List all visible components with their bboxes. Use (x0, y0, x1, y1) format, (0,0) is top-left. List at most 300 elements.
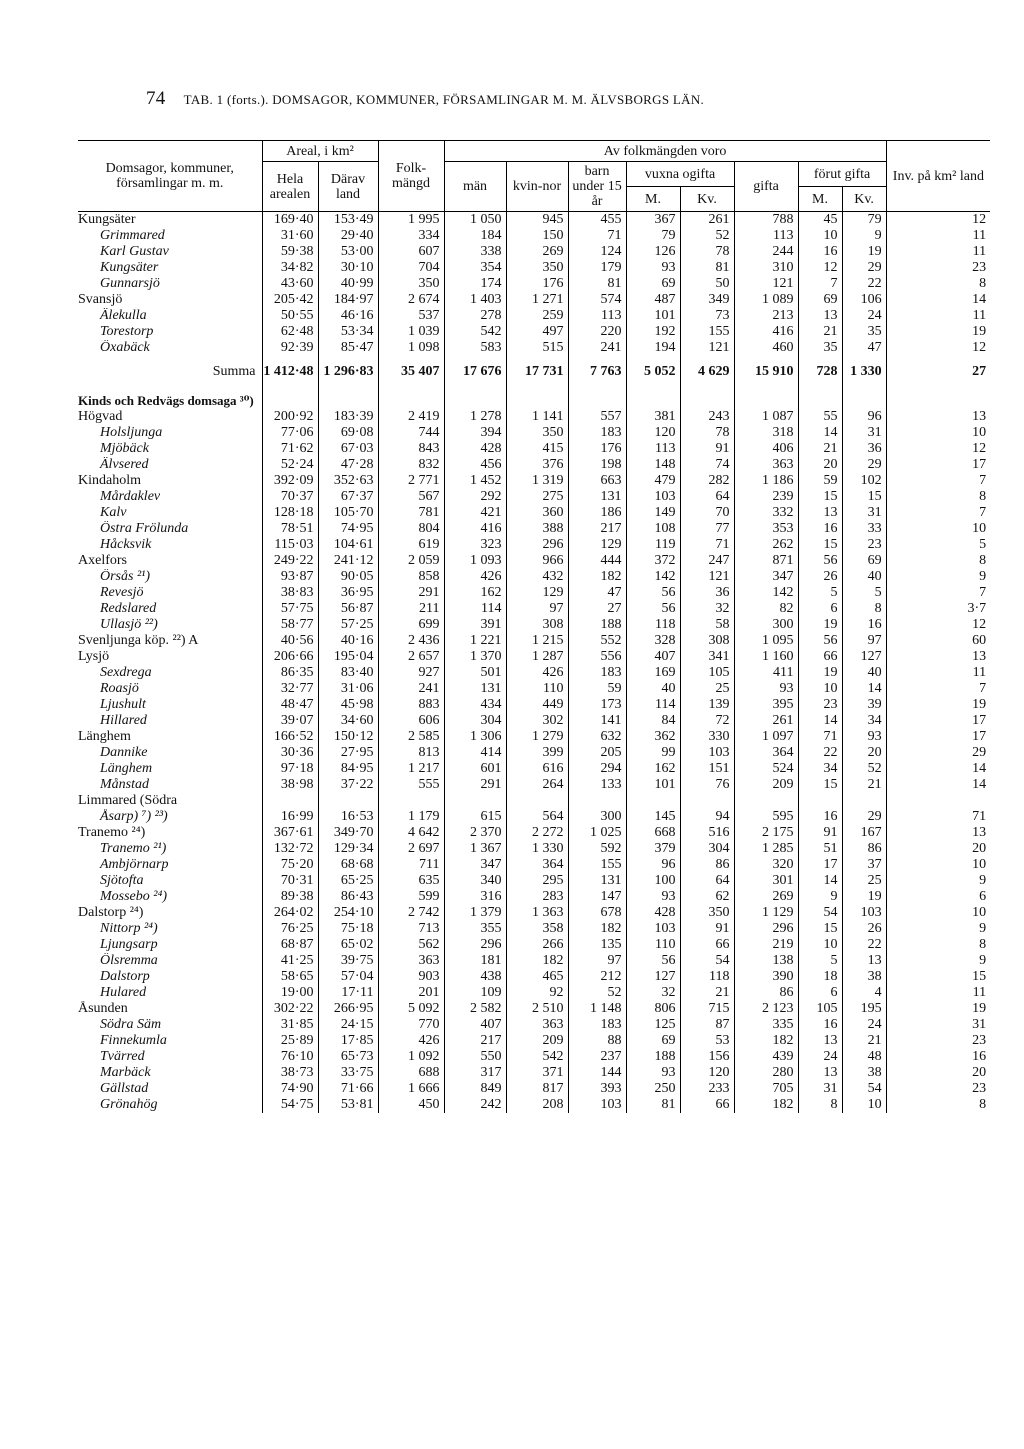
table-cell: 133 (568, 777, 626, 793)
parish-name: Revesjö (100, 585, 144, 600)
table-cell: 110 (506, 681, 568, 697)
table-cell: 7 (886, 585, 990, 601)
table-cell: 65·25 (318, 873, 378, 889)
table-cell: 318 (734, 425, 798, 441)
table-cell: 70·31 (262, 873, 318, 889)
table-cell: 208 (506, 1097, 568, 1113)
table-cell: 183 (568, 1017, 626, 1033)
table-cell: 114 (444, 601, 506, 617)
table-cell: 14 (886, 761, 990, 777)
table-body-kinds-redvag (78, 409, 990, 1113)
table-cell: 515 (506, 340, 568, 356)
table-cell: 555 (378, 777, 444, 793)
table-cell: 1 098 (378, 340, 444, 356)
table-cell: 17 (886, 457, 990, 473)
table-cell: 317 (444, 1065, 506, 1081)
table-cell: 32·77 (262, 681, 318, 697)
table-cell: 70·37 (262, 489, 318, 505)
table-cell: 903 (378, 969, 444, 985)
table-cell: 59 (568, 681, 626, 697)
parish-name: Nittorp ²⁴) (100, 921, 158, 936)
col-header-man: män (444, 162, 506, 212)
table-cell: 56·87 (318, 601, 378, 617)
table-cell: 350 (506, 260, 568, 276)
table-cell: 8 (842, 601, 886, 617)
table-cell: 849 (444, 1081, 506, 1097)
table-cell: 390 (734, 969, 798, 985)
table-row (78, 649, 990, 665)
col-header-forut-kv: Kv. (842, 187, 886, 212)
table-cell: 615 (444, 809, 506, 825)
table-cell: 33 (842, 521, 886, 537)
table-cell: 10 (798, 937, 842, 953)
table-cell: 21 (842, 777, 886, 793)
table-cell: 302·22 (262, 1001, 318, 1017)
table-row (78, 409, 990, 425)
table-cell: 14 (886, 777, 990, 793)
table-cell: 188 (626, 1049, 680, 1065)
table-cell: 77·06 (262, 425, 318, 441)
table-cell: 198 (568, 457, 626, 473)
table-cell: 244 (734, 244, 798, 260)
table-cell: 75·20 (262, 857, 318, 873)
table-cell: 78·51 (262, 521, 318, 537)
table-cell: 11 (886, 228, 990, 244)
table-cell: 37 (842, 857, 886, 873)
table-cell: 212 (568, 969, 626, 985)
table-cell: 2 436 (378, 633, 444, 649)
table-cell: 20 (886, 841, 990, 857)
municipality-name: Axelfors (78, 553, 127, 568)
table-cell: 87 (680, 1017, 734, 1033)
table-cell: 338 (444, 244, 506, 260)
table-cell: 68·87 (262, 937, 318, 953)
table-cell: 350 (378, 276, 444, 292)
table-cell: 156 (680, 1049, 734, 1065)
table-cell: 15 (842, 489, 886, 505)
table-cell: 13 (886, 649, 990, 665)
parish-name: Torestorp (100, 324, 154, 339)
table-row (78, 697, 990, 713)
table-cell: 102 (842, 473, 886, 489)
table-row (78, 244, 990, 260)
table-cell: 10 (886, 905, 990, 921)
table-row (78, 553, 990, 569)
table-cell: 24 (842, 1017, 886, 1033)
table-cell: 428 (444, 441, 506, 457)
parish-name: Åsarp) ⁷) ²³) (100, 809, 168, 824)
table-cell: 85·47 (318, 340, 378, 356)
table-cell: 78 (680, 244, 734, 260)
parish-name: Redslared (100, 601, 157, 616)
table-cell: 367 (626, 212, 680, 229)
table-cell: 704 (378, 260, 444, 276)
municipality-name: Limmared (Södra (78, 793, 178, 808)
table-cell: 88 (568, 1033, 626, 1049)
table-cell: 302 (506, 713, 568, 729)
table-cell: 40·99 (318, 276, 378, 292)
table-row (78, 260, 990, 276)
table-cell: 12 (886, 340, 990, 356)
table-cell: 6 (886, 889, 990, 905)
parish-name: Sjötofta (100, 873, 144, 888)
table-cell: 16 (886, 1049, 990, 1065)
table-cell: 616 (506, 761, 568, 777)
table-cell: 415 (506, 441, 568, 457)
table-row (78, 681, 990, 697)
table-cell: 78 (680, 425, 734, 441)
parish-name: Kungsäter (100, 260, 159, 275)
table-cell: 1 129 (734, 905, 798, 921)
table-cell: 124 (568, 244, 626, 260)
table-cell (798, 793, 842, 809)
table-cell: 8 (886, 1097, 990, 1113)
table-cell: 109 (444, 985, 506, 1001)
table-cell: 59·38 (262, 244, 318, 260)
table-cell: 564 (506, 809, 568, 825)
table-cell: 1 379 (444, 905, 506, 921)
table-row (78, 793, 990, 809)
table-cell: 347 (734, 569, 798, 585)
table-row (78, 1081, 990, 1097)
table-cell (506, 793, 568, 809)
table-cell: 871 (734, 553, 798, 569)
table-cell: 86 (842, 841, 886, 857)
table-cell: 24 (798, 1049, 842, 1065)
table-cell: 283 (506, 889, 568, 905)
table-cell: 47·28 (318, 457, 378, 473)
col-header-hela: Hela arealen (262, 162, 318, 212)
table-cell: 101 (626, 308, 680, 324)
table-cell: 360 (506, 505, 568, 521)
table-cell: 340 (444, 873, 506, 889)
table-cell: 118 (626, 617, 680, 633)
parish-name: Tranemo ²¹) (100, 841, 167, 856)
table-cell: 1 995 (378, 212, 444, 229)
table-cell: 392·09 (262, 473, 318, 489)
table-cell: 23 (886, 260, 990, 276)
table-cell: 20 (886, 1065, 990, 1081)
table-cell: 38·83 (262, 585, 318, 601)
table-cell: 129 (506, 585, 568, 601)
table-cell: 2 697 (378, 841, 444, 857)
table-cell: 266·95 (318, 1001, 378, 1017)
table-cell: 2 419 (378, 409, 444, 425)
col-header-inv: Inv. på km² land (886, 141, 990, 212)
table-cell: 39·75 (318, 953, 378, 969)
table-cell: 395 (734, 697, 798, 713)
table-cell: 41·25 (262, 953, 318, 969)
table-cell: 20 (798, 457, 842, 473)
table-cell: 206·66 (262, 649, 318, 665)
table-cell: 688 (378, 1065, 444, 1081)
parish-name: Öxabäck (100, 340, 150, 355)
table-cell: 304 (444, 713, 506, 729)
table-cell: 181 (444, 953, 506, 969)
table-cell: 1 278 (444, 409, 506, 425)
table-cell: 524 (734, 761, 798, 777)
table-cell: 247 (680, 553, 734, 569)
table-row (78, 537, 990, 553)
table-cell: 354 (444, 260, 506, 276)
table-cell: 81 (680, 260, 734, 276)
table-cell: 82 (734, 601, 798, 617)
table-cell: 1 271 (506, 292, 568, 308)
table-cell: 200·92 (262, 409, 318, 425)
table-row (78, 825, 990, 841)
table-cell: 11 (886, 665, 990, 681)
table-cell: 81 (568, 276, 626, 292)
table-cell: 182 (734, 1097, 798, 1113)
table-cell: 81 (626, 1097, 680, 1113)
table-cell: 46·16 (318, 308, 378, 324)
table-cell: 26 (798, 569, 842, 585)
table-cell: 128·18 (262, 505, 318, 521)
table-cell: 38·73 (262, 1065, 318, 1081)
table-cell: 56 (626, 601, 680, 617)
table-cell: 6 (798, 985, 842, 1001)
table-cell: 241·12 (318, 553, 378, 569)
table-cell: 421 (444, 505, 506, 521)
table-cell: 106 (842, 292, 886, 308)
summa-label: Summa (212, 364, 256, 379)
table-cell: 241 (568, 340, 626, 356)
table-cell: 11 (886, 244, 990, 260)
table-cell: 23 (886, 1033, 990, 1049)
table-cell: 182 (568, 921, 626, 937)
table-cell: 300 (734, 617, 798, 633)
table-cell: 364 (734, 745, 798, 761)
table-cell: 364 (506, 857, 568, 873)
table-cell: 182 (506, 953, 568, 969)
table-cell: 367·61 (262, 825, 318, 841)
parish-name: Östra Frölunda (100, 521, 189, 536)
table-cell: 249·22 (262, 553, 318, 569)
table-cell: 184·97 (318, 292, 378, 308)
table-cell: 155 (680, 324, 734, 340)
table-cell: 205·42 (262, 292, 318, 308)
parish-name: Månstad (100, 777, 149, 792)
table-cell: 2 272 (506, 825, 568, 841)
table-cell: 24·15 (318, 1017, 378, 1033)
table-cell: 120 (680, 1065, 734, 1081)
table-cell: 32 (626, 985, 680, 1001)
municipality-name: Högvad (78, 409, 123, 424)
table-cell: 103 (568, 1097, 626, 1113)
table-row (78, 308, 990, 324)
table-cell: 280 (734, 1065, 798, 1081)
table-cell: 294 (568, 761, 626, 777)
col-header-vuxna-ogifta: vuxna ogifta (626, 162, 734, 187)
table-row (78, 841, 990, 857)
table-cell: 668 (626, 825, 680, 841)
parish-name: Örsås ²¹) (100, 569, 151, 584)
table-cell: 96 (626, 857, 680, 873)
table-cell: 34 (842, 713, 886, 729)
table-cell: 71 (886, 809, 990, 825)
table-cell: 86 (680, 857, 734, 873)
table-cell: 542 (444, 324, 506, 340)
table-cell: 57·04 (318, 969, 378, 985)
table-cell: 2 510 (506, 1001, 568, 1017)
table-cell: 406 (734, 441, 798, 457)
table-cell: 33·75 (318, 1065, 378, 1081)
table-cell: 12 (886, 441, 990, 457)
table-cell: 36·95 (318, 585, 378, 601)
table-cell: 31·85 (262, 1017, 318, 1033)
table-cell: 220 (568, 324, 626, 340)
table-cell: 183·39 (318, 409, 378, 425)
table-cell: 132·72 (262, 841, 318, 857)
table-cell: 349 (680, 292, 734, 308)
table-cell: 153·49 (318, 212, 378, 229)
table-cell: 335 (734, 1017, 798, 1033)
table-cell: 10 (842, 1097, 886, 1113)
table-cell: 1 285 (734, 841, 798, 857)
parish-name: Dannike (100, 745, 148, 760)
parish-name: Ambjörnarp (100, 857, 169, 872)
table-cell: 1 452 (444, 473, 506, 489)
table-cell: 17 (798, 857, 842, 873)
table-cell: 9 (842, 228, 886, 244)
table-cell: 455 (568, 212, 626, 229)
table-cell: 362 (626, 729, 680, 745)
table-cell: 1 306 (444, 729, 506, 745)
table-cell: 40 (626, 681, 680, 697)
table-cell: 17 (886, 713, 990, 729)
table-cell: 781 (378, 505, 444, 521)
summa-row (78, 356, 990, 380)
table-cell: 176 (568, 441, 626, 457)
table-cell: 292 (444, 489, 506, 505)
table-cell: 129·34 (318, 841, 378, 857)
table-cell: 131 (568, 489, 626, 505)
table-cell: 31 (886, 1017, 990, 1033)
table-cell: 43·60 (262, 276, 318, 292)
table-cell: 391 (444, 617, 506, 633)
table-cell: 70 (680, 505, 734, 521)
table-cell: 149 (626, 505, 680, 521)
table-row (78, 873, 990, 889)
parish-name: Mossebo ²⁴) (100, 889, 167, 904)
table-cell: 407 (626, 649, 680, 665)
table-cell: 183 (568, 665, 626, 681)
table-cell: 60 (886, 633, 990, 649)
table-cell: 334 (378, 228, 444, 244)
parish-name: Gällstad (100, 1081, 149, 1096)
table-cell: 1 093 (444, 553, 506, 569)
table-cell: 8 (886, 937, 990, 953)
table-row (78, 969, 990, 985)
table-cell: 58·77 (262, 617, 318, 633)
table-cell: 1 092 (378, 1049, 444, 1065)
table-cell: 19·00 (262, 985, 318, 1001)
table-cell: 407 (444, 1017, 506, 1033)
table-cell: 788 (734, 212, 798, 229)
table-cell: 93 (626, 889, 680, 905)
table-cell: 606 (378, 713, 444, 729)
table-cell: 113 (734, 228, 798, 244)
table-cell: 69·08 (318, 425, 378, 441)
table-cell: 2 370 (444, 825, 506, 841)
table-cell: 13 (886, 825, 990, 841)
table-cell: 261 (734, 713, 798, 729)
table-cell: 1 403 (444, 292, 506, 308)
col-header-areal: Areal, i km² (262, 141, 378, 162)
table-cell: 1 179 (378, 809, 444, 825)
table-cell: 162 (626, 761, 680, 777)
table-cell: 121 (734, 276, 798, 292)
table-row (78, 729, 990, 745)
table-cell: 29 (842, 260, 886, 276)
table-cell: 310 (734, 260, 798, 276)
col-header-gifta: gifta (734, 162, 798, 212)
table-row (78, 617, 990, 633)
table-cell: 1 287 (506, 649, 568, 665)
table-cell: 56 (798, 633, 842, 649)
table-cell: 139 (680, 697, 734, 713)
table-cell: 15 (798, 489, 842, 505)
table-cell: 487 (626, 292, 680, 308)
table-cell: 2 582 (444, 1001, 506, 1017)
page-number: 74 (146, 88, 166, 109)
table-cell: 38 (842, 969, 886, 985)
table-cell: 16 (798, 521, 842, 537)
summa-cell: 728 (798, 356, 842, 380)
table-cell: 16 (798, 1017, 842, 1033)
table-cell: 372 (626, 553, 680, 569)
table-cell: 19 (798, 665, 842, 681)
table-cell: 275 (506, 489, 568, 505)
table-cell: 296 (734, 921, 798, 937)
table-cell: 1 039 (378, 324, 444, 340)
table-cell: 13 (798, 1065, 842, 1081)
table-cell (318, 793, 378, 809)
table-cell: 376 (506, 457, 568, 473)
table-cell: 195 (842, 1001, 886, 1017)
table-cell: 79 (842, 212, 886, 229)
table-cell: 5 (798, 585, 842, 601)
table-cell: 296 (506, 537, 568, 553)
table-cell: 5 (798, 953, 842, 969)
table-cell: 2 674 (378, 292, 444, 308)
table-cell: 1 186 (734, 473, 798, 489)
table-cell: 31 (842, 425, 886, 441)
parish-name: Grönahög (100, 1097, 158, 1112)
table-cell: 16·99 (262, 809, 318, 825)
table-cell: 7 (886, 473, 990, 489)
table-cell: 858 (378, 569, 444, 585)
table-cell: 182 (568, 569, 626, 585)
table-cell: 184 (444, 228, 506, 244)
table-cell: 62·48 (262, 324, 318, 340)
table-cell: 304 (680, 841, 734, 857)
table-row (78, 212, 990, 229)
table-cell: 1 367 (444, 841, 506, 857)
table-cell: 2 742 (378, 905, 444, 921)
table-cell: 332 (734, 505, 798, 521)
table-cell: 25 (842, 873, 886, 889)
table-cell: 71·66 (318, 1081, 378, 1097)
parish-name: Mjöbäck (100, 441, 149, 456)
table-cell: 25·89 (262, 1033, 318, 1049)
table-row (78, 585, 990, 601)
table-body-kungsater-svansjo (78, 212, 990, 357)
table-cell: 127 (842, 649, 886, 665)
table-cell: 632 (568, 729, 626, 745)
table-cell: 17·11 (318, 985, 378, 1001)
table-cell: 22 (842, 276, 886, 292)
